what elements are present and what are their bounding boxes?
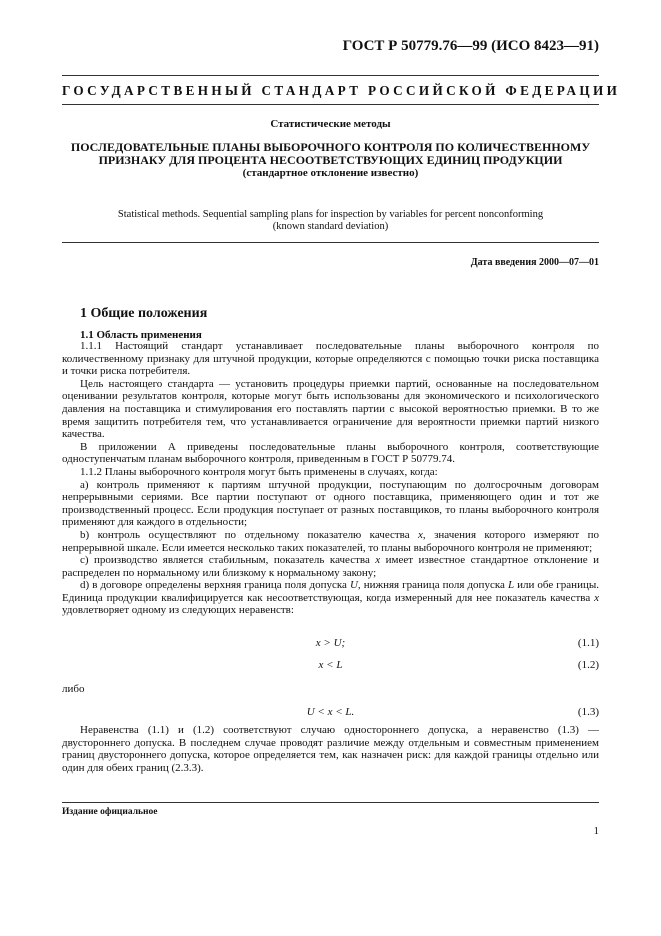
subject-line: Статистические методы (270, 118, 391, 130)
body-text (62, 340, 599, 617)
top-rule (62, 75, 599, 76)
list-item-a: а) контроль применяют к партиям штучной продукции, поступающим по долгосрочным договорам непрерывными сериями. Все партии поступают от одного поставщика, применяющего один и тот же производственный процесс. Если продукция поступает от разных поставщиков, то планы выборочного контроля применяют для каждого в отдельности; (62, 478, 599, 529)
formula-number: (1.1) (577, 637, 599, 649)
list-item-b: b) контроль осуществляют по отдельному показателю качества x, значения которого измеряют по непрерывной шкале. Если имеется несколько таких показателей, то планы выборочного контроля не применяют; (62, 528, 599, 554)
list-item-c: с) производство является стабильным, показатель качества x имеет известное стандартное отклонение и распределен по нормальному или близкому к нормальному закону; (62, 554, 599, 579)
either-word: либо (62, 683, 85, 695)
formula-expression: x < L (318, 659, 343, 671)
formula-number: (1.3) (577, 706, 599, 718)
paragraph-inequalities: Неравенства (1.1) и (1.2) соответствуют случаю одностороннего допуска, а неравенство (1.3) — двустороннего допуска. В последнем случае проводят различие между отдельным и совместным применением границ двустороннего допуска, которое определяется тем, как назначен риск: для каждой границы отдельно или один для обеих границ (2.3.3). (62, 724, 599, 774)
paragraph-1-1-1: 1.1.1 Настоящий стандарт устанавливает последовательные планы выборочного контроля по количественному признаку для штучной продукции, которые определяются с помощью точки риска поставщика и точки риска потребителя. (62, 340, 599, 378)
title-rule (62, 242, 599, 243)
formula-expression: U < x < L. (306, 706, 355, 718)
organization-title: ГОСУДАРСТВЕННЫЙ СТАНДАРТ РОССИЙСКОЙ ФЕДЕРАЦИИ (62, 83, 621, 98)
title-line-3: (стандартное отклонение известно) (242, 167, 419, 179)
org-rule (62, 104, 599, 105)
formula-number: (1.2) (577, 659, 599, 671)
english-title (62, 209, 599, 232)
page-number: 1 (593, 825, 599, 837)
footer-rule (62, 802, 599, 803)
paragraph-1-1-2: 1.1.2 Планы выборочного контроля могут быть применены в случаях, когда: (80, 465, 438, 478)
introduction-date: Дата введения 2000—07—01 (470, 257, 599, 268)
list-item-d: d) в договоре определены верхняя граница поля допуска U, нижняя граница поля допуска L или обе границы. Единица продукции квалифицируется как несоответствующая, когда измеренный для нее показатель качества x удовлетворяет одному из следующих неравенств: (62, 579, 599, 617)
english-title-line-2: (known standard deviation) (272, 220, 389, 232)
official-edition-label: Издание официальное (62, 807, 158, 817)
closing-paragraph (62, 724, 599, 774)
english-title-line-1: Statistical methods. Sequential sampling plans for inspection by variables for percent nonconforming (117, 209, 544, 220)
formula-expression: x > U; (315, 637, 346, 649)
paragraph-appendix: В приложении А приведены последовательные планы выборочного контроля, соответствующие одноступенчатым планам выборочного контроля, приведенным в ГОСТ Р 50779.74. (62, 440, 599, 466)
standard-code-header: ГОСТ Р 50779.76—99 (ИСО 8423—91) (342, 38, 599, 54)
document-title (62, 141, 599, 180)
subsection-heading: 1.1 Область применения (80, 329, 202, 341)
title-line-1: ПОСЛЕДОВАТЕЛЬНЫЕ ПЛАНЫ ВЫБОРОЧНОГО КОНТРОЛЯ ПО КОЛИЧЕСТВЕННОМУ (70, 140, 591, 154)
paragraph-purpose: Цель настоящего стандарта — установить процедуры приемки партий, основанные на последовательном оценивании результатов контроля, которые могут быть использованы для экономического и психологического давления на поставщика и стимулирования его поставлять партии с высокой вероятностью приемки. В то же время защитить потребителя тем, что устанавливается ограничение для вероятности приемки партий низкого качества. (62, 377, 599, 441)
title-line-2: ПРИЗНАКУ ДЛЯ ПРОЦЕНТА НЕСООТВЕТСТВУЮЩИХ ЕДИНИЦ ПРОДУКЦИИ (98, 153, 563, 167)
section-heading: 1 Общие положения (80, 306, 208, 321)
